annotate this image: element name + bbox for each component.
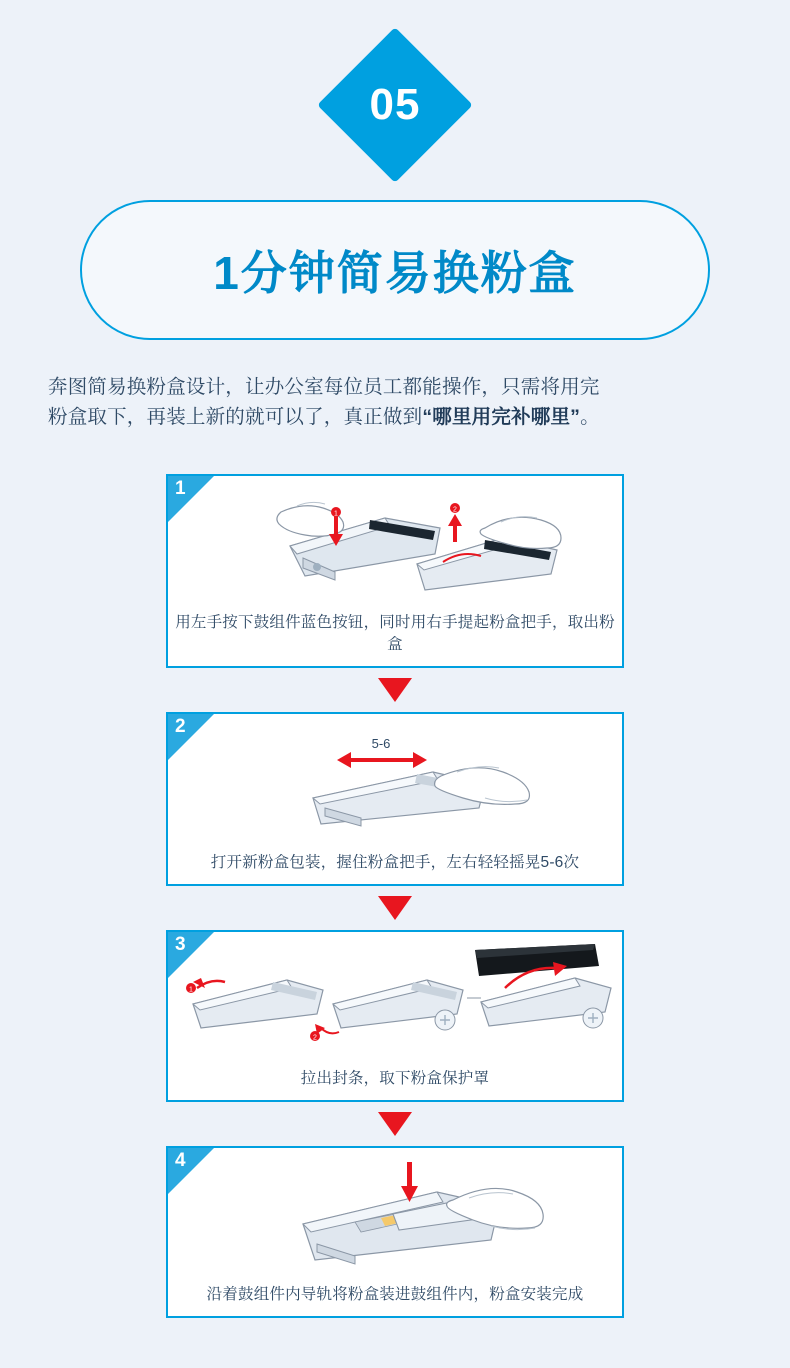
step-caption-2: 打开新粉盒包装，握住粉盒把手，左右轻轻摇晃5-6次 bbox=[210, 854, 580, 871]
insert-arrow-graphic bbox=[401, 1162, 418, 1202]
shake-count-label: 5-6 bbox=[371, 736, 391, 751]
step-illustration-1 bbox=[168, 476, 622, 606]
step-card-1 bbox=[166, 474, 624, 668]
step-illustration-4 bbox=[168, 1148, 622, 1278]
flow-arrow-1 bbox=[166, 668, 624, 712]
step-illustration-3 bbox=[168, 932, 622, 1062]
left-hand-graphic bbox=[277, 502, 344, 536]
step-illustration-2 bbox=[168, 714, 622, 846]
badge-number: 05 bbox=[369, 80, 421, 129]
lift-arrow-graphic bbox=[448, 503, 462, 542]
intro-highlight: “哪里用完补哪里” bbox=[422, 406, 581, 428]
remove-cover-graphic bbox=[310, 980, 463, 1042]
shake-arrow-graphic bbox=[337, 752, 427, 768]
marker-2: 2 bbox=[313, 1034, 317, 1042]
step-caption-1: 用左手按下鼓组件蓝色按钮，同时用右手提起粉盒把手，取出粉盒 bbox=[175, 614, 615, 653]
page-title-pill bbox=[80, 200, 710, 340]
marker-1: 1 bbox=[189, 986, 193, 994]
intro-line-1: 奔图简易换粉盒设计，让办公室每位员工都能操作，只需将用完 bbox=[48, 376, 600, 398]
flow-arrow-3 bbox=[166, 1102, 624, 1146]
steps-list bbox=[166, 474, 624, 1318]
arrow-down-icon bbox=[378, 678, 412, 702]
step-number-4: 4 bbox=[175, 1150, 186, 1171]
step-badge bbox=[0, 38, 790, 188]
step-card-4 bbox=[166, 1146, 624, 1318]
svg-text:2: 2 bbox=[453, 506, 457, 514]
step-number-2: 2 bbox=[175, 716, 186, 737]
step-caption-3: 拉出封条，取下粉盒保护罩 bbox=[300, 1070, 490, 1087]
intro-line-2-prefix: 粉盒取下，再装上新的就可以了，真正做到 bbox=[48, 406, 423, 428]
intro-line-2-suffix: 。 bbox=[580, 406, 600, 428]
step-card-2 bbox=[166, 712, 624, 886]
arrow-down-icon bbox=[378, 896, 412, 920]
step-card-3 bbox=[166, 930, 624, 1102]
arrow-down-icon bbox=[378, 1112, 412, 1136]
step-number-1: 1 bbox=[175, 478, 186, 499]
flow-arrow-2 bbox=[166, 886, 624, 930]
intro-line-2 bbox=[48, 402, 748, 432]
step-number-3: 3 bbox=[175, 934, 186, 955]
cover-lift-graphic bbox=[475, 944, 611, 1028]
step-caption-4: 沿着鼓组件内导轨将粉盒装进鼓组件内，粉盒安装完成 bbox=[206, 1286, 584, 1303]
pull-seal-graphic bbox=[186, 978, 323, 1028]
intro-paragraph bbox=[48, 372, 748, 432]
svg-text:1: 1 bbox=[334, 510, 338, 518]
page-title: 1分钟简易换粉盒 bbox=[213, 247, 577, 299]
